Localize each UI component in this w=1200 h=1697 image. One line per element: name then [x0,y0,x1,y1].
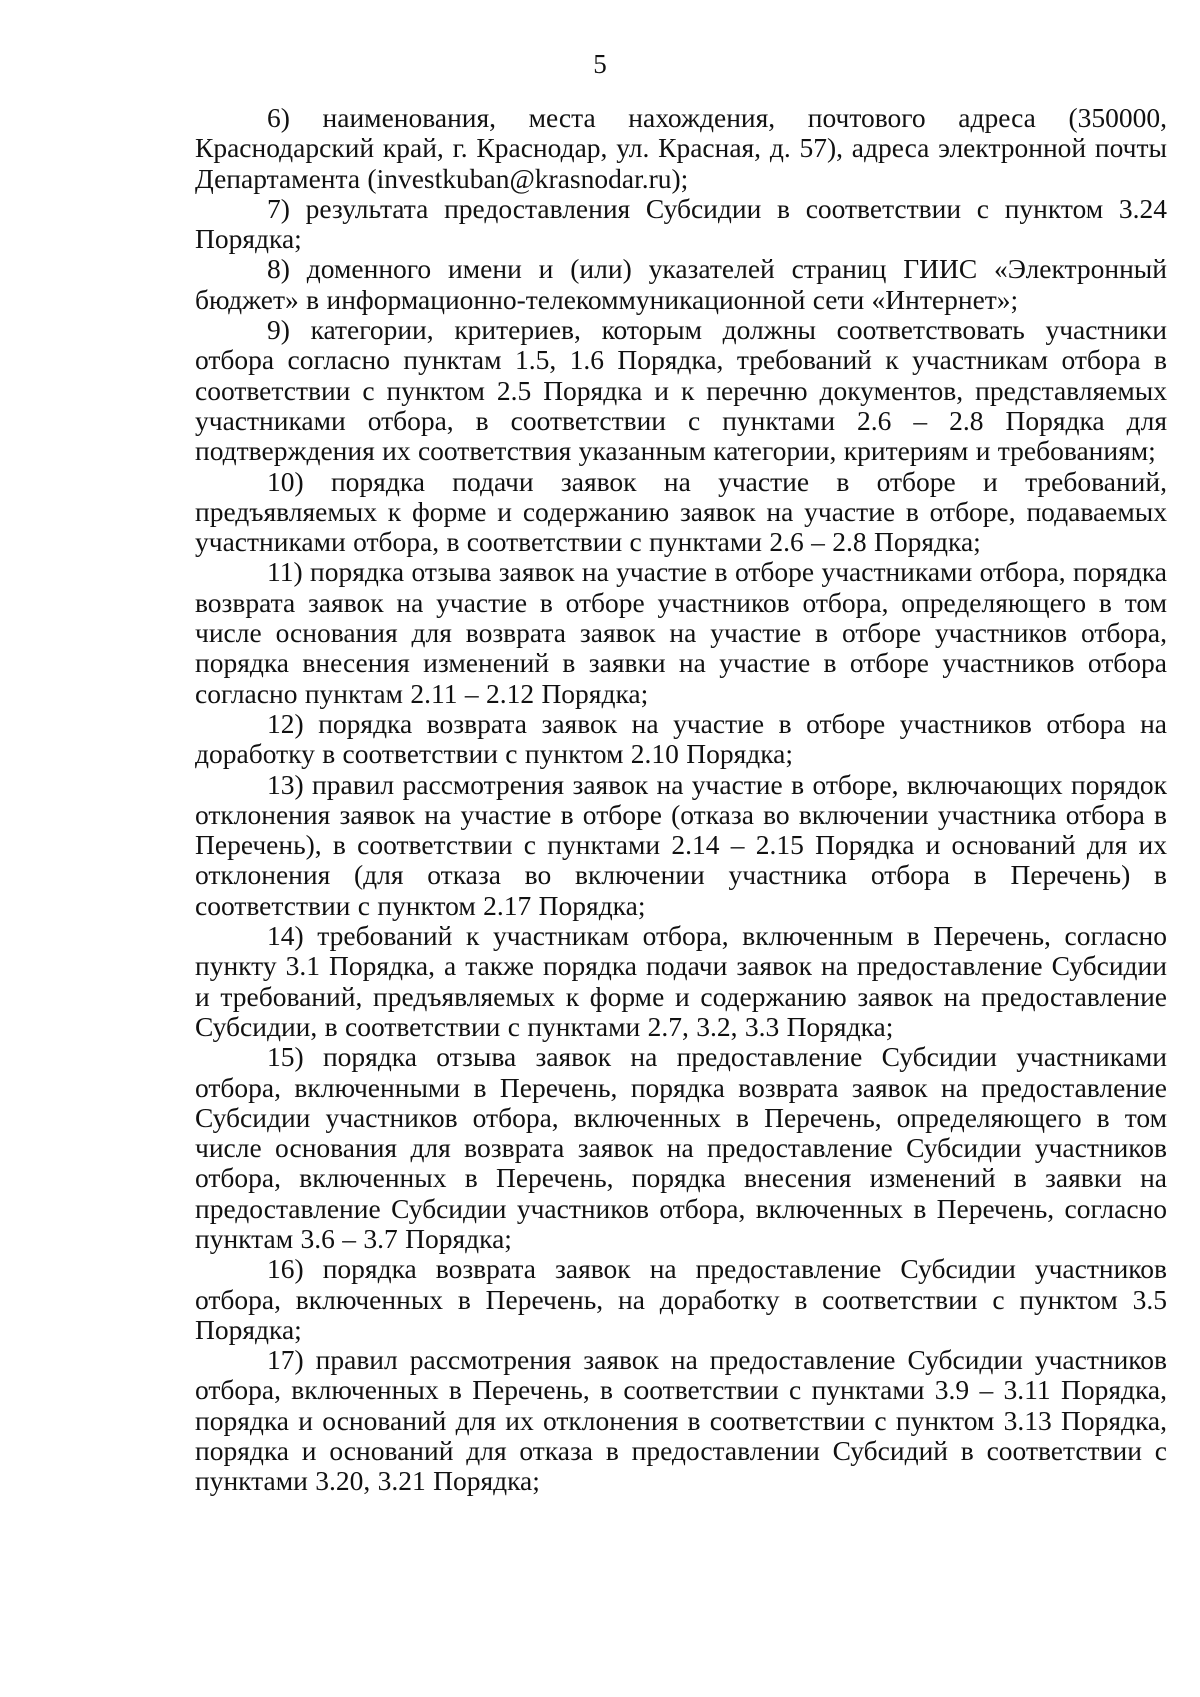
list-item-13: 13) правил рассмотрения заявок на участие в отборе, включающих порядок отклонения заявок на участие в отборе (отказа во включении участника отбора в Перечень), в соответствии с пунктами 2.14 – 2.15 Порядка и оснований для их отклонения (для отказа во включении участника отбора в Перечень) в соответствии с пунктом 2.17 Порядка; [195,768,1167,921]
list-item-12: 12) порядка возврата заявок на участие в отборе участников отбора на доработку в соответствии с пунктом 2.10 Порядка; [195,707,1167,770]
list-item-17: 17) правил рассмотрения заявок на предоставление Субсидии участников отбора, включенных в Перечень, в соответствии с пунктами 3.9 – 3.11 Порядка, порядка и оснований для их отклонения в соответствии с пунктом 3.13 Порядка, порядка и оснований для отказа в предоставлении Субсидий в соответствии с пунктами 3.20, 3.21 Порядка; [195,1344,1167,1497]
list-item-14: 14) требований к участникам отбора, включенным в Перечень, согласно пункту 3.1 Порядка, а также порядка подачи заявок на предоставление Субсидии и требований, предъявляемых к форме и содержанию заявок на предоставление Субсидии, в соответствии с пунктами 2.7, 3.2, 3.3 Порядка; [195,920,1167,1042]
list-item-10: 10) порядка подачи заявок на участие в отборе и требований, предъявляемых к форме и содержанию заявок на участие в отборе, подаваемых участниками отбора, в соответствии с пунктами 2.6 – 2.8 Порядка; [195,465,1167,558]
list-item-8: 8) доменного имени и (или) указателей страниц ГИИС «Электронный бюджет» в информационно-телекоммуникационной сети «Интернет»; [195,253,1167,315]
list-item-15: 15) порядка отзыва заявок на предоставление Субсидии участниками отбора, включенными в Перечень, порядка возврата заявок на предоставление Субсидии участников отбора, включенных в Перечень, определяющего в том числе основания для возврата заявок на предоставление Субсидии участников отбора, включенных в Перечень, порядка внесения изменений в заявки на предоставление Субсидии участников отбора, включенных в Перечень, согласно пунктам 3.6 – 3.7 Порядка; [195,1041,1167,1254]
list-item-9: 9) категории, критериев, которым должны соответствовать участники отбора согласно пунктам 1.5, 1.6 Порядка, требований к участникам отбора в соответствии с пунктом 2.5 Порядка и к перечню документов, представляемых участниками отбора, в соответствии с пунктами 2.6 – 2.8 Порядка для подтверждения их соответствия указанным категории, критериям и требованиям; [195,314,1167,467]
list-item-16: 16) порядка возврата заявок на предоставление Субсидии участников отбора, включенных в Перечень, на доработку в соответствии с пунктом 3.5 Порядка; [195,1253,1167,1345]
list-item-7: 7) результата предоставления Субсидии в соответствии с пунктом 3.24 Порядка; [195,192,1167,255]
list-item-11: 11) порядка отзыва заявок на участие в отборе участниками отбора, порядка возврата заявок на участие в отборе участников отбора, определяющего в том числе основания для возврата заявок на участие в отборе участников отбора, порядка внесения изменений в заявки на участие в отборе участников отбора согласно пунктам 2.11 – 2.12 Порядка; [195,556,1167,709]
page-number: 5 [593,49,607,79]
document-body [195,103,1167,1497]
list-item-6: 6) наименования, места нахождения, почтового адреса (350000, Краснодарский край, г. Краснодар, ул. Красная, д. 57), адреса электронной почты Департамента (investkuban@krasnodar.ru); [195,102,1167,194]
